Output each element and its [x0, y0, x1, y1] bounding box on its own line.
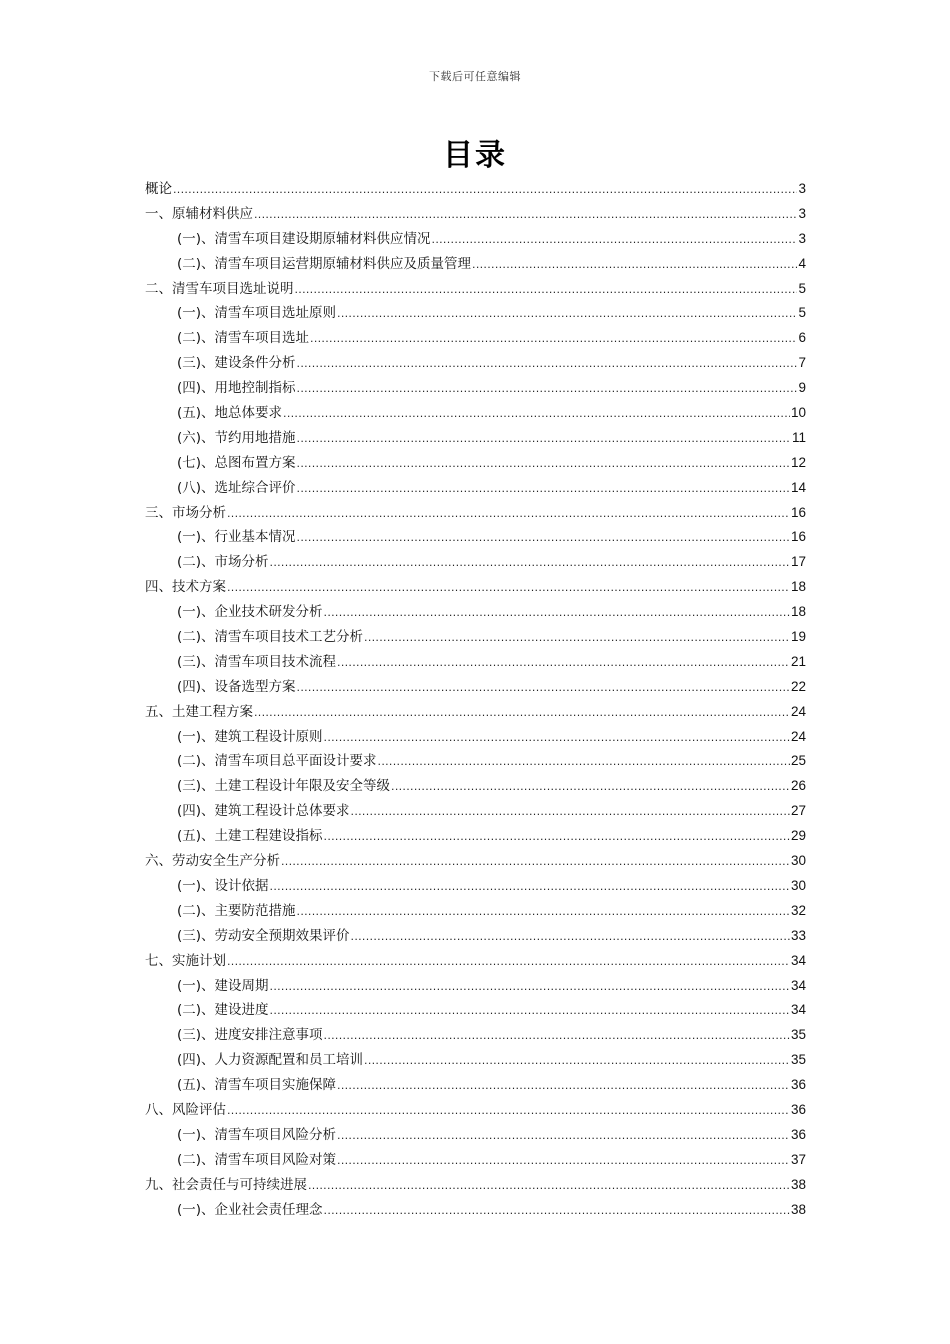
- page-header: 下载后可任意编辑: [429, 70, 521, 83]
- toc-entry-label: (二)、市场分析: [177, 554, 269, 571]
- toc-dot-leader: [227, 1099, 790, 1124]
- toc-dot-leader: [173, 178, 797, 203]
- toc-entry-label: (一)、企业社会责任理念: [177, 1201, 323, 1218]
- toc-subsection-entry[interactable]: [145, 1023, 806, 1048]
- toc-subsection-entry[interactable]: [145, 924, 806, 949]
- toc-dot-leader: [337, 1124, 790, 1149]
- toc-entry-label: (一)、行业基本情况: [177, 529, 296, 546]
- toc-entry-label: (三)、劳动安全预期效果评价: [177, 927, 350, 944]
- toc-subsection-entry[interactable]: [145, 974, 806, 999]
- toc-page-number: 6: [798, 330, 806, 346]
- toc-entry-label: 二、清雪车项目选址说明: [145, 280, 294, 297]
- toc-dot-leader: [391, 775, 790, 800]
- toc-subsection-entry[interactable]: [145, 600, 806, 625]
- toc-page-number: 7: [798, 355, 806, 371]
- toc-entry-label: (二)、主要防范措施: [177, 902, 296, 919]
- toc-subsection-entry[interactable]: [145, 525, 806, 550]
- toc-section-entry[interactable]: [145, 277, 806, 302]
- toc-page-number: 26: [790, 778, 806, 794]
- toc-entry-label: (二)、清雪车项目总平面设计要求: [177, 753, 377, 770]
- toc-entry-label: (二)、清雪车项目选址: [177, 330, 310, 347]
- toc-entry-label: (一)、清雪车项目风险分析: [177, 1126, 337, 1143]
- toc-section-entry[interactable]: [145, 700, 806, 725]
- toc-dot-leader: [324, 1199, 790, 1224]
- toc-subsection-entry[interactable]: [145, 1048, 806, 1073]
- toc-entry-label: (六)、节约用地措施: [177, 429, 296, 446]
- toc-dot-leader: [337, 651, 790, 676]
- toc-subsection-entry[interactable]: [145, 725, 806, 750]
- toc-page-number: 37: [790, 1151, 806, 1167]
- toc-entry-label: 五、土建工程方案: [145, 703, 253, 720]
- toc-dot-leader: [324, 726, 790, 751]
- toc-subsection-entry[interactable]: [145, 824, 806, 849]
- toc-dot-leader: [364, 626, 790, 651]
- toc-dot-leader: [297, 352, 798, 377]
- toc-section-entry[interactable]: [145, 575, 806, 600]
- toc-page-number: 14: [790, 479, 806, 495]
- toc-dot-leader: [310, 327, 797, 352]
- toc-page-number: 4: [798, 255, 806, 271]
- toc-page-number: 25: [790, 753, 806, 769]
- toc-entry-label: (一)、设计依据: [177, 877, 269, 894]
- toc-entry-label: (四)、建筑工程设计总体要求: [177, 803, 350, 820]
- toc-page-number: 3: [798, 181, 806, 196]
- toc-dot-leader: [297, 427, 791, 452]
- toc-dot-leader: [337, 1149, 790, 1174]
- toc-page-number: 3: [798, 230, 806, 246]
- toc-page-number: 29: [790, 828, 806, 844]
- toc-subsection-entry[interactable]: [145, 376, 806, 401]
- toc-entry-label: (一)、建筑工程设计原则: [177, 728, 323, 745]
- toc-page-number: 16: [790, 504, 806, 520]
- toc-subsection-entry[interactable]: [145, 550, 806, 575]
- toc-entry-label: (三)、清雪车项目技术流程: [177, 653, 337, 670]
- toc-entry-label: (五)、地总体要求: [177, 405, 283, 422]
- toc-subsection-entry[interactable]: [145, 675, 806, 700]
- toc-subsection-entry[interactable]: [145, 650, 806, 675]
- toc-dot-leader: [364, 1049, 790, 1074]
- toc-dot-leader: [308, 1174, 790, 1199]
- toc-subsection-entry[interactable]: [145, 351, 806, 376]
- toc-entry-label: (一)、建设周期: [177, 977, 269, 994]
- toc-page-number: 11: [791, 429, 806, 445]
- toc-entry-label: (四)、用地控制指标: [177, 380, 296, 397]
- toc-entry-label: (八)、选址综合评价: [177, 479, 296, 496]
- toc-dot-leader: [227, 950, 790, 975]
- toc-dot-leader: [324, 601, 790, 626]
- toc-dot-leader: [297, 526, 790, 551]
- toc-dot-leader: [297, 676, 790, 701]
- toc-subsection-entry[interactable]: [145, 1073, 806, 1098]
- toc-subsection-entry[interactable]: [145, 625, 806, 650]
- toc-entry-label: 四、技术方案: [145, 579, 226, 596]
- toc-page-number: 30: [790, 853, 806, 869]
- toc-section-entry[interactable]: [145, 1098, 806, 1123]
- toc-entry-label: 三、市场分析: [145, 504, 226, 521]
- toc-dot-leader: [351, 800, 790, 825]
- toc-section-entry[interactable]: [145, 177, 806, 202]
- toc-subsection-entry[interactable]: [145, 401, 806, 426]
- toc-page-number: 17: [790, 554, 806, 570]
- toc-entry-label: (三)、土建工程设计年限及安全等级: [177, 778, 391, 795]
- toc-section-entry[interactable]: [145, 949, 806, 974]
- toc-subsection-entry[interactable]: [145, 301, 806, 326]
- toc-section-entry[interactable]: [145, 202, 806, 227]
- toc-subsection-entry[interactable]: [145, 874, 806, 899]
- toc-section-entry[interactable]: [145, 501, 806, 526]
- toc-dot-leader: [281, 850, 790, 875]
- toc-entry-label: (一)、清雪车项目建设期原辅材料供应情况: [177, 230, 431, 247]
- toc-subsection-entry[interactable]: [145, 326, 806, 351]
- toc-page-number: 34: [790, 977, 806, 993]
- toc-subsection-entry[interactable]: [145, 227, 806, 252]
- toc-page-number: 36: [790, 1101, 806, 1117]
- toc-subsection-entry[interactable]: [145, 998, 806, 1023]
- toc-subsection-entry[interactable]: [145, 476, 806, 501]
- toc-dot-leader: [297, 377, 798, 402]
- toc-subsection-entry[interactable]: [145, 799, 806, 824]
- toc-page-number: 18: [790, 604, 806, 620]
- toc-page-number: 12: [790, 454, 806, 470]
- toc-entry-label: (五)、清雪车项目实施保障: [177, 1077, 337, 1094]
- toc-dot-leader: [432, 228, 798, 253]
- toc-dot-leader: [283, 402, 790, 427]
- toc-entry-label: (一)、清雪车项目选址原则: [177, 305, 337, 322]
- toc-page-number: 34: [790, 1002, 806, 1018]
- toc-dot-leader: [472, 253, 797, 278]
- toc-dot-leader: [270, 999, 790, 1024]
- toc-subsection-entry[interactable]: [145, 1198, 806, 1223]
- toc-subsection-entry[interactable]: [145, 451, 806, 476]
- toc-dot-leader: [324, 825, 790, 850]
- toc-dot-leader: [297, 452, 790, 477]
- toc-dot-leader: [270, 975, 790, 1000]
- toc-dot-leader: [378, 750, 790, 775]
- toc-dot-leader: [337, 1074, 790, 1099]
- toc-page-number: 19: [790, 629, 806, 645]
- toc-entry-label: (三)、进度安排注意事项: [177, 1027, 323, 1044]
- toc-entry-label: (四)、设备选型方案: [177, 678, 296, 695]
- toc-entry-label: 六、劳动安全生产分析: [145, 853, 280, 870]
- table-of-contents: [145, 177, 806, 1222]
- toc-dot-leader: [254, 203, 797, 228]
- toc-page-number: 24: [790, 728, 806, 744]
- toc-entry-label: 七、实施计划: [145, 952, 226, 969]
- toc-entry-label: (七)、总图布置方案: [177, 454, 296, 471]
- toc-dot-leader: [297, 477, 790, 502]
- toc-entry-label: 概论: [145, 181, 172, 197]
- toc-page-number: 38: [790, 1201, 806, 1217]
- toc-entry-label: (四)、人力资源配置和员工培训: [177, 1052, 364, 1069]
- toc-entry-label: (五)、土建工程建设指标: [177, 828, 323, 845]
- toc-entry-label: (一)、企业技术研发分析: [177, 604, 323, 621]
- toc-entry-label: 八、风险评估: [145, 1101, 226, 1118]
- toc-entry-label: (二)、清雪车项目技术工艺分析: [177, 629, 364, 646]
- toc-entry-label: (二)、清雪车项目风险对策: [177, 1151, 337, 1168]
- toc-subsection-entry[interactable]: [145, 426, 806, 451]
- toc-dot-leader: [227, 502, 790, 527]
- toc-page-number: 21: [790, 653, 806, 669]
- toc-page-number: 18: [790, 579, 806, 595]
- toc-dot-leader: [254, 701, 790, 726]
- toc-dot-leader: [270, 875, 790, 900]
- toc-subsection-entry[interactable]: [145, 899, 806, 924]
- toc-page-number: 35: [790, 1052, 806, 1068]
- toc-page-number: 27: [790, 803, 806, 819]
- toc-entry-label: (二)、清雪车项目运营期原辅材料供应及质量管理: [177, 255, 472, 272]
- toc-dot-leader: [295, 278, 798, 303]
- toc-entry-label: (二)、建设进度: [177, 1002, 269, 1019]
- toc-dot-leader: [324, 1024, 790, 1049]
- toc-page-number: 33: [790, 927, 806, 943]
- toc-page-number: 34: [790, 952, 806, 968]
- toc-dot-leader: [270, 551, 790, 576]
- toc-page-number: 32: [790, 902, 806, 918]
- toc-subsection-entry[interactable]: [145, 749, 806, 774]
- toc-page-number: 10: [790, 405, 806, 421]
- toc-subsection-entry[interactable]: [145, 252, 806, 277]
- toc-page-number: 38: [790, 1176, 806, 1192]
- toc-page-number: 30: [790, 877, 806, 893]
- toc-page-number: 9: [798, 380, 806, 396]
- toc-section-entry[interactable]: [145, 1173, 806, 1198]
- toc-entry-label: 一、原辅材料供应: [145, 205, 253, 222]
- toc-dot-leader: [297, 900, 790, 925]
- toc-dot-leader: [337, 302, 797, 327]
- toc-dot-leader: [227, 576, 790, 601]
- toc-page-number: 24: [790, 703, 806, 719]
- toc-page-number: 5: [798, 305, 806, 321]
- toc-page-number: 22: [790, 678, 806, 694]
- toc-page-number: 5: [798, 280, 806, 296]
- toc-section-entry[interactable]: [145, 849, 806, 874]
- toc-subsection-entry[interactable]: [145, 774, 806, 799]
- toc-entry-label: (三)、建设条件分析: [177, 355, 296, 372]
- toc-page-number: 35: [790, 1027, 806, 1043]
- toc-page-number: 16: [790, 529, 806, 545]
- toc-subsection-entry[interactable]: [145, 1148, 806, 1173]
- document-title: 目录: [443, 138, 507, 173]
- toc-entry-label: 九、社会责任与可持续进展: [145, 1176, 307, 1193]
- toc-page-number: 36: [790, 1077, 806, 1093]
- toc-dot-leader: [351, 925, 790, 950]
- toc-page-number: 3: [798, 205, 806, 221]
- toc-subsection-entry[interactable]: [145, 1123, 806, 1148]
- toc-page-number: 36: [790, 1126, 806, 1142]
